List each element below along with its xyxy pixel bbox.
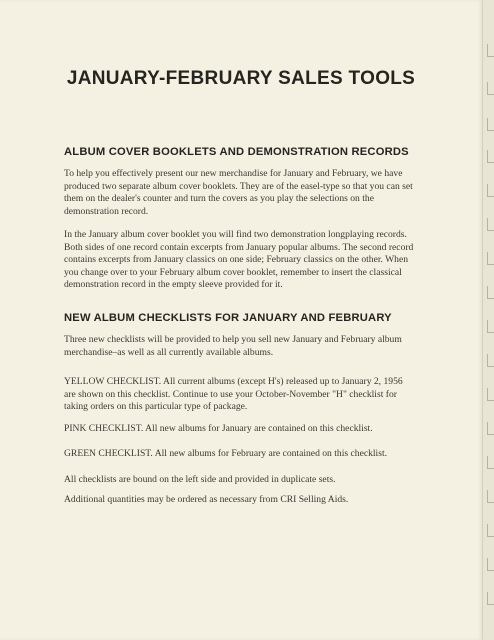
- binder-tab-mark: [487, 252, 494, 265]
- binder-tab-mark: [487, 82, 494, 95]
- binder-tab-mark: [487, 490, 494, 503]
- binder-tab-mark: [487, 422, 494, 435]
- binder-tab-mark: [487, 456, 494, 469]
- binder-tab-mark: [487, 44, 494, 57]
- binder-edge: [482, 0, 494, 640]
- binder-tab-mark: [487, 354, 494, 367]
- binder-tab-mark: [487, 592, 494, 605]
- binder-tab-mark: [487, 118, 494, 131]
- paragraph-yellow-checklist: YELLOW CHECKLIST. All current albums (except H's) released up to January 2, 1956 are shown on this checklist. Continue to use your October-November "H" checklist for taking orders on this particular type of package.: [64, 376, 403, 413]
- paragraph-checklists-intro: Three new checklists will be provided to help you sell new January and February album merchandise–as well as all currently available albums.: [64, 334, 402, 358]
- binder-tab-mark: [487, 184, 494, 197]
- page-title: JANUARY-FEBRUARY SALES TOOLS: [66, 68, 416, 89]
- binder-tab-mark: [487, 558, 494, 571]
- binder-tab-mark: [487, 388, 494, 401]
- binder-tab-mark: [487, 524, 494, 537]
- paragraph-booklets-intro: To help you effectively present our new merchandise for January and February, we have produced two separate album cover booklets. They are of the easel-type so that you can set them on the dealer's counter and turn the covers as you play the selections on the demonstration record.: [64, 168, 413, 217]
- binder-tab-mark: [487, 150, 494, 163]
- paragraph-binding-note: All checklists are bound on the left side and provided in duplicate sets.: [64, 474, 336, 485]
- section-heading-new-album-checklists: NEW ALBUM CHECKLISTS FOR JANUARY AND FEBRUARY: [64, 312, 392, 324]
- binder-tab-mark: [487, 286, 494, 299]
- binder-tab-mark: [487, 320, 494, 333]
- section-heading-album-cover-booklets: ALBUM COVER BOOKLETS AND DEMONSTRATION RECORDS: [64, 146, 409, 158]
- paragraph-pink-checklist: PINK CHECKLIST. All new albums for January are contained on this checklist.: [64, 423, 373, 434]
- binder-tab-mark: [487, 218, 494, 231]
- paragraph-green-checklist: GREEN CHECKLIST. All new albums for February are contained on this checklist.: [64, 448, 388, 459]
- paragraph-january-booklet: In the January album cover booklet you will find two demonstration longplaying records. Both sides of one record contain excerpts from January popular albums. The second record contains excerpts from January classics on one side; February classics on the other. When you change over to your February album cover booklet, remember to insert the classical demonstration record in the empty sleeve provided for it.: [64, 229, 414, 291]
- paragraph-additional-quantities: Additional quantities may be ordered as necessary from CRI Selling Aids.: [64, 494, 349, 505]
